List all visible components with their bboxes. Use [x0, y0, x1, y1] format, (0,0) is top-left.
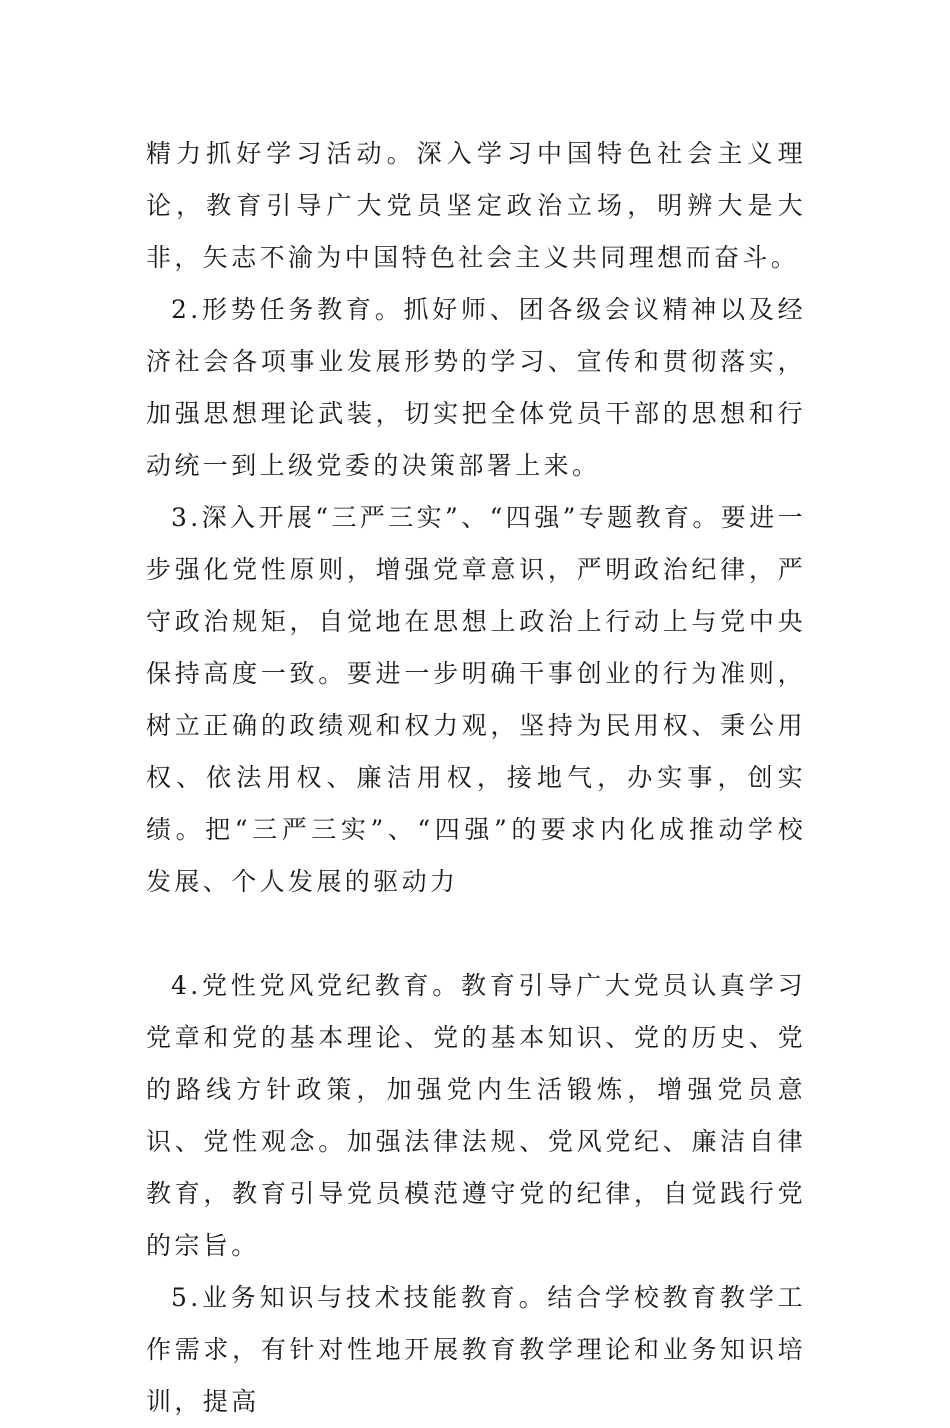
document-body: [146, 128, 806, 1428]
paragraph-learning-activities: 精力抓好学习活动。深入学习中国特色社会主义理论，教育引导广大党员坚定政治立场，明辨大是大非，矢志不渝为中国特色社会主义共同理想而奋斗。: [146, 139, 806, 272]
paragraph-party-discipline: 4.党性党风党纪教育。教育引导广大党员认真学习党章和党的基本理论、党的基本知识、党的历史、党的路线方针政策，加强党内生活锻炼，增强党员意识、党性观念。加强法律法规、党风党纪、廉洁自律教育，教育引导党员模范遵守党的纪律，自觉践行党的宗旨。: [146, 971, 806, 1260]
paragraph-special-education: 3.深入开展“三严三实”、“四强”专题教育。要进一步强化党性原则，增强党章意识，严明政治纪律，严守政治规矩，自觉地在思想上政治上行动上与党中央保持高度一致。要进一步明确干事创业的行为准则，树立正确的政绩观和权力观，坚持为民用权、秉公用权、依法用权、廉洁用权，接地气，办实事，创实绩。把“三严三实”、“四强”的要求内化成推动学校发展、个人发展的驱动力: [146, 503, 806, 896]
paragraph-situation-tasks: 2.形势任务教育。抓好师、团各级会议精神以及经济社会各项事业发展形势的学习、宣传和贯彻落实，加强思想理论武装，切实把全体党员干部的思想和行动统一到上级党委的决策部署上来。: [146, 295, 806, 480]
paragraph-skills-education: 5.业务知识与技术技能教育。结合学校教育教学工作需求，有针对性地开展教育教学理论和业务知识培训，提高: [146, 1283, 806, 1416]
